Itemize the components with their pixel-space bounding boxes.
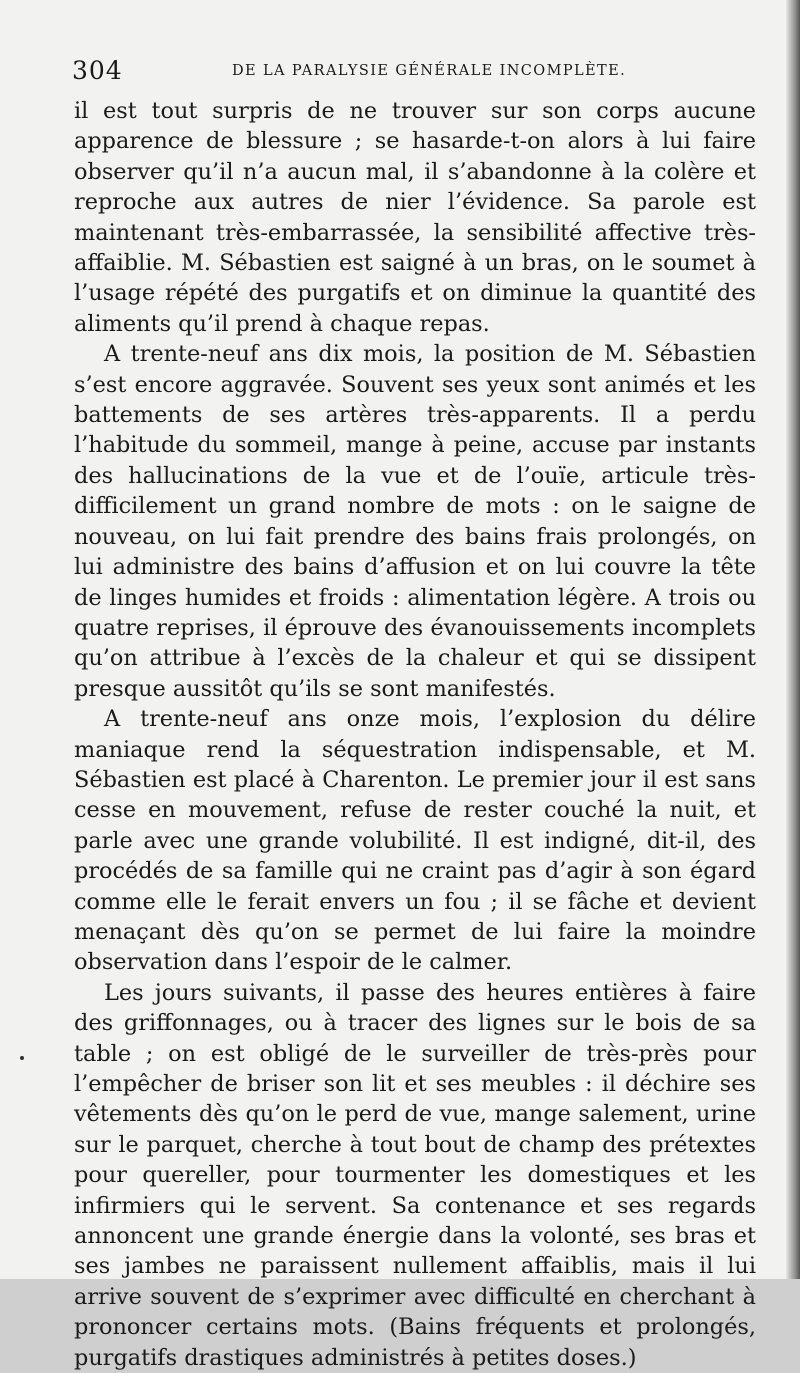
page-header (72, 56, 752, 90)
paragraph-2: A trente-neuf ans dix mois, la position de M. Sébastien s’est encore aggravée. Souvent ses yeux sont animés et les battements de ses artères très-apparents. Il a perdu l’habitude du sommeil, mange à peine, accuse par instants des hallucinations de la vue et de l’ouïe, articule très-difficilement un grand nombre de mots : on le saigne de nouveau, on lui fait prendre des bains frais prolongés, on lui administre des bains d’affusion et on lui couvre la tête de linges humides et froids : alimentation légère. A trois ou quatre reprises, il éprouve des évanouissements incomplets qu’on attribue à l’excès de la chaleur et qui se dissipent presque aussitôt qu’ils se sont manifestés. (74, 341, 756, 702)
paragraph-4: Les jours suivants, il passe des heures entières à faire des griffonnages, ou à tracer des lignes sur le bois de sa table ; on est obligé de le surveiller de très-près pour l’empêcher de briser son lit et ses meubles : il déchire ses vêtements dès qu’on le perd de vue, mange salement, urine sur le parquet, cherche à tout bout de champ des prétextes pour quereller, pour tourmenter les domestiques et les infirmiers qui le servent. Sa contenance et ses regards annoncent une grande énergie dans la volonté, ses bras et ses jambes ne paraissent nullement affaiblis, mais il lui arrive souvent de s’exprimer avec difficulté en cherchant à prononcer certains mots. (Bains fréquents et prolongés, purgatifs drastiques administrés à petites doses.) (74, 979, 756, 1371)
ink-speck (20, 1056, 24, 1060)
page-edge-shadow (786, 0, 800, 1279)
body-text (74, 96, 756, 1373)
paragraph-1: il est tout surpris de ne trouver sur son corps aucune apparence de blessure ; se hasarde-t-on alors à lui faire observer qu’il n’a aucun mal, il s’abandonne à la colère et reproche aux autres de nier l’évidence. Sa parole est maintenant très-embarrassée, la sensibilité affective très-affaiblie. M. Sébastien est saigné à un bras, on le soumet à l’usage répété des purgatifs et on diminue la quantité des aliments qu’il prend à chaque repas. (74, 98, 756, 337)
paragraph-3: A trente-neuf ans onze mois, l’explosion du délire maniaque rend la séquestration indispensable, et M. Sébastien est placé à Charenton. Le premier jour il est sans cesse en mouvement, refuse de rester couché la nuit, et parle avec une grande volubilité. Il est indigné, dit-il, des procédés de sa famille qui ne craint pas d’agir à son égard comme elle le ferait envers un fou ; il se fâche et devient menaçant dès qu’on se permet de lui faire la moindre observation dans l’espoir de le calmer. (74, 706, 756, 976)
running-title: DE LA PARALYSIE GÉNÉRALE INCOMPLÈTE. (232, 63, 627, 79)
page-number: 304 (72, 56, 123, 85)
